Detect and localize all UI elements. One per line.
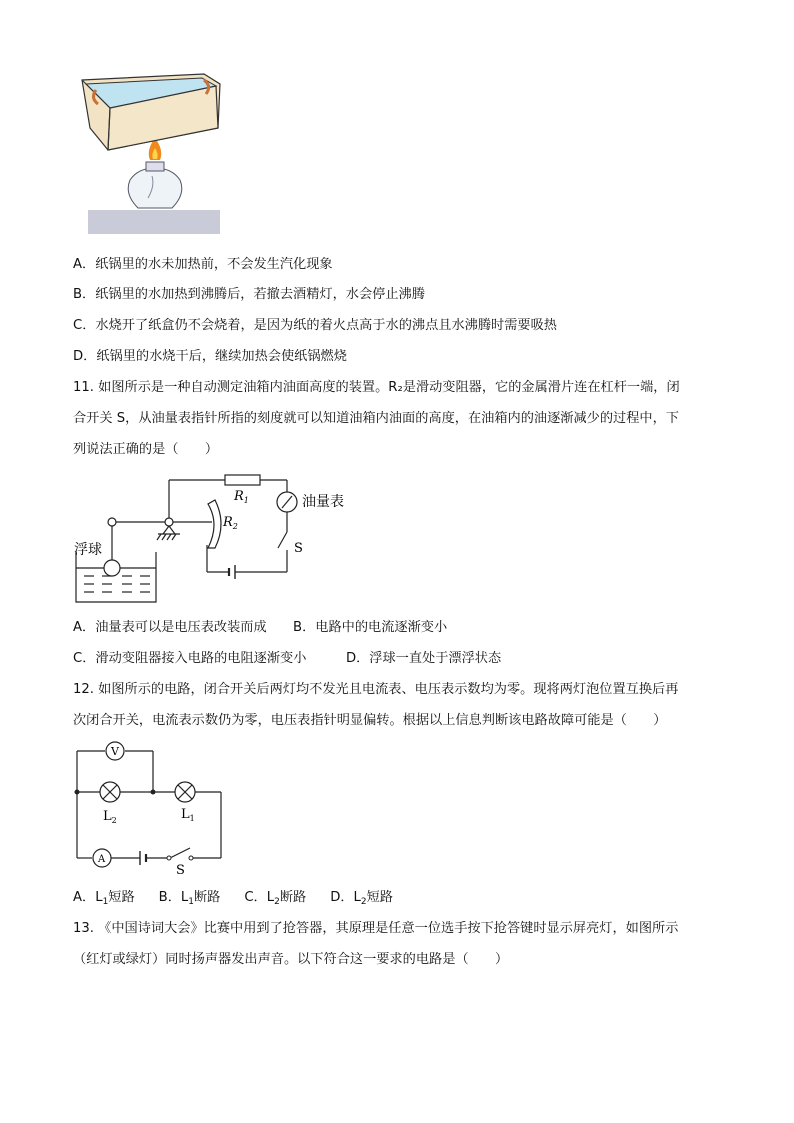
float-ball (104, 560, 120, 576)
switch-label: S (176, 863, 185, 876)
oil-tank (76, 552, 156, 602)
l1-label: $L_1$ (181, 807, 195, 823)
float-label: 浮球 (74, 542, 102, 558)
oil-meter-label: 油量表 (302, 494, 344, 510)
q11-options-line-2: C．滑动变阻器接入电路的电阻逐渐变小 D．浮球一直处于漂浮状态 (73, 651, 502, 666)
q12-option-c: C．$L_2$断路 (244, 890, 307, 907)
q11-options-line-1: A．油量表可以是电压表改装而成 B．电路中的电流逐渐变小 (73, 620, 448, 635)
switch-label: S (294, 541, 303, 556)
resistor-r1 (225, 475, 260, 485)
q10-option-c: C．水烧开了纸盒仍不会烧着，是因为纸的着火点高于水的沸点且水沸腾时需要吸热 (73, 318, 557, 333)
q12-stem-line-2: 次闭合开关，电流表示数仍为零，电压表指针明显偏转。根据以上信息判断该电路故障可能是（ ） (73, 713, 667, 728)
q12-options (73, 889, 393, 911)
switch-s (170, 848, 190, 858)
q12-stem-line-1: 12. 如图所示的电路，闭合开关后两灯均不发光且电流表、电压表示数均为零。现将两灯泡位置互换后再 (73, 682, 679, 697)
q12-option-a: A．$L_1$短路 (73, 890, 135, 907)
table-surface (88, 210, 220, 234)
oil-gauge-circuit (70, 470, 370, 610)
q11-stem-line-3: 列说法正确的是（ ） (73, 442, 219, 457)
paper-pot-figure (80, 68, 230, 238)
q12-option-d: D．$L_2$短路 (330, 890, 393, 907)
r2-label: $R_2$ (223, 515, 238, 531)
q11-stem-line-2: 合开关 S，从油量表指针所指的刻度就可以知道油箱内油面的高度，在油箱内的油逐渐减少的过程中，下 (73, 411, 679, 426)
lamp-circuit (70, 738, 230, 876)
q11-stem-line-1: 11. 如图所示是一种自动测定油箱内油面高度的装置。R₂是滑动变阻器，它的金属滑片连在杠杆一端，闭 (73, 380, 680, 395)
r1-label: $R_1$ (234, 489, 249, 505)
q10-option-b: B．纸锅里的水加热到沸腾后，若撤去酒精灯，水会停止沸腾 (73, 287, 425, 302)
q13-stem-line-1: 13. 《中国诗词大会》比赛中用到了抢答器，其原理是任意一位选手按下抢答键时显示屏亮灯，如图所示 (73, 921, 679, 936)
q10-option-a: A．纸锅里的水未加热前，不会发生汽化现象 (73, 257, 333, 272)
switch-s (278, 532, 287, 548)
ammeter-label: A (98, 854, 106, 865)
q12-option-b: B．$L_1$断路 (158, 890, 221, 907)
q13-stem-line-2: （红灯或绿灯）同时扬声器发出声音。以下符合这一要求的电路是（ ） (73, 952, 509, 967)
alcohol-lamp (128, 168, 182, 208)
resistor-r2 (208, 500, 221, 548)
l2-label: $L_2$ (103, 809, 117, 825)
q10-option-d: D．纸锅里的水烧干后，继续加热会使纸锅燃烧 (73, 349, 347, 364)
pivot (165, 518, 173, 526)
voltmeter-label: V (111, 745, 119, 758)
